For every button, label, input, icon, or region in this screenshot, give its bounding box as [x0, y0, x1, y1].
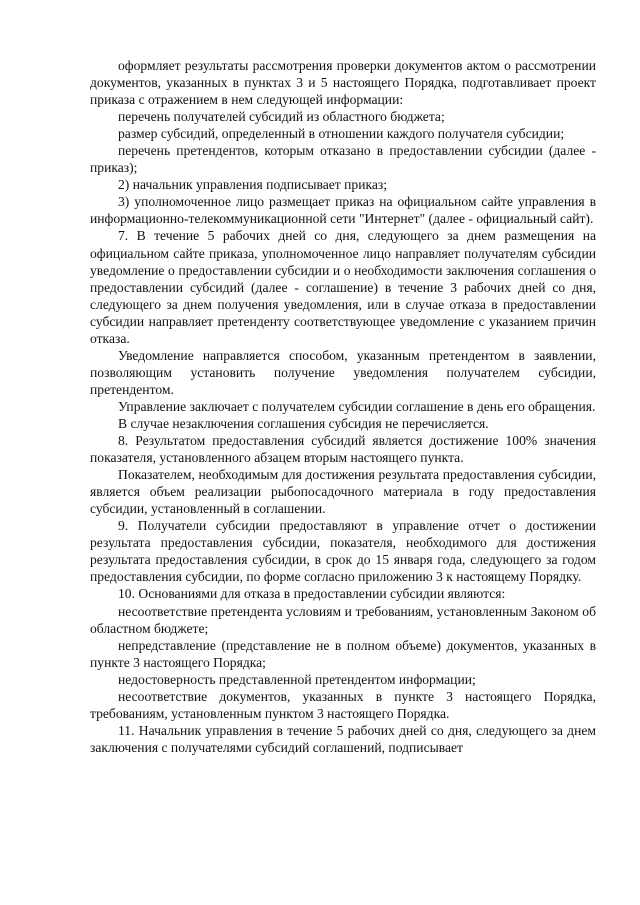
- paragraph-9: Управление заключает с получателем субсидии соглашение в день его обращения.: [118, 398, 596, 414]
- paragraph-18: несоответствие документов, указанных в пункте 3 настоящего Порядка, требованиям, установленным пунктом 3 настоящего Порядка.: [90, 688, 596, 721]
- paragraph-12: Показателем, необходимым для достижения результата предоставления субсидии, является объем реализации рыбопосадочного материала в году предоставления субсидии, установленный в соглашении.: [90, 467, 596, 517]
- paragraph-4: перечень претендентов, которым отказано в предоставлении субсидии (далее - приказ);: [90, 143, 596, 176]
- paragraph-11: 8. Результатом предоставления субсидий является достижение 100% значения показателя, установленного абзацем вторым настоящего пункта.: [90, 433, 596, 466]
- paragraph-16: непредставление (представление не в полном объеме) документов, указанных в пункте 3 настоящего Порядка;: [90, 637, 596, 670]
- paragraph-2: перечень получателей субсидий из областного бюджета;: [118, 109, 445, 125]
- paragraph-3: размер субсидий, определенный в отношении каждого получателя субсидии;: [118, 126, 565, 142]
- paragraph-10: В случае незаключения соглашения субсидия не перечисляется.: [118, 415, 489, 431]
- paragraph-19: 11. Начальник управления в течение 5 рабочих дней со дня, следующего за днем заключения с получателями субсидий соглашений, подписывает: [90, 722, 596, 755]
- document-page: [90, 57, 596, 756]
- paragraph-1: оформляет результаты рассмотрения проверки документов актом о рассмотрении документов, указанных в пунктах 3 и 5 настоящего Порядка, подготавливает проект приказа с отражением в нем следующей информации:: [90, 58, 596, 108]
- paragraph-13: 9. Получатели субсидии предоставляют в управление отчет о достижении результата предоставления субсидии, показателя, необходимого для достижения результата предоставления субсидии, в срок до 15 января года, следующего за годом предоставления субсидии, по форме согласно приложению 3 к настоящему Порядку.: [90, 518, 596, 585]
- paragraph-5: 2) начальник управления подписывает приказ;: [118, 177, 388, 193]
- paragraph-8: Уведомление направляется способом, указанным претендентом в заявлении, позволяющим установить получение уведомления получателем субсидии, претендентом.: [90, 347, 596, 397]
- paragraph-7: 7. В течение 5 рабочих дней со дня, следующего за днем размещения на официальном сайте приказа, уполномоченное лицо направляет получателям субсидии уведомление о предоставлении субсидии и о необходимости заключения соглашения о предоставлении субсидий (далее - соглашение) в течение 3 рабочих дней со дня, следующего за днем получения уведомления, или в случае отказа в предоставлении субсидии направляет претенденту соответствующее уведомление с указанием причин отказа.: [90, 228, 596, 346]
- paragraph-15: несоответствие претендента условиям и требованиям, установленным Законом об областном бюджете;: [90, 603, 596, 636]
- paragraph-6: 3) уполномоченное лицо размещает приказ на официальном сайте управления в информационно-телекоммуникационной сети "Интернет" (далее - официальный сайт).: [90, 194, 596, 227]
- paragraph-17: недостоверность представленной претендентом информации;: [118, 671, 476, 687]
- paragraph-14: 10. Основаниями для отказа в предоставлении субсидии являются:: [118, 586, 506, 602]
